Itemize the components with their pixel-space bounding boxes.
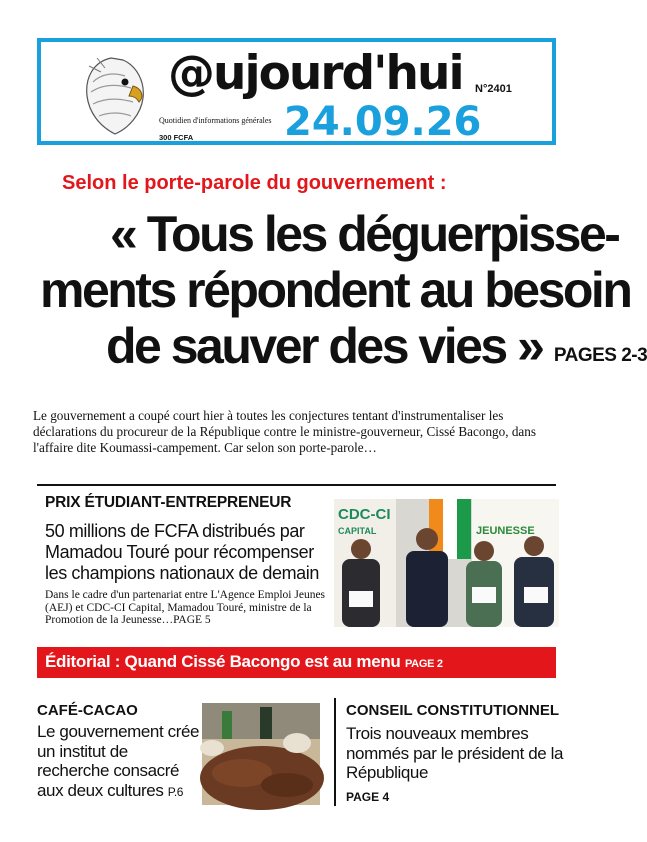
prix-photo: [334, 499, 559, 627]
cafe-headline[interactable]: [37, 722, 202, 802]
prix-headline[interactable]: 50 millions de FCFA distribués par Mamadou Touré pour récompenser les champions nationaux de demain: [45, 521, 319, 583]
masthead: [37, 38, 556, 145]
headline-line-1: « Tous les déguerpisse-: [110, 206, 619, 262]
price: 300 FCFA: [159, 133, 194, 142]
lead-kicker: Selon le porte-parole du gouvernement :: [62, 172, 447, 194]
edition-date: 24.09.26: [284, 99, 482, 145]
editorial-page: PAGE 2: [404, 658, 443, 670]
issue-number: N°2401: [475, 83, 512, 95]
section-divider: [37, 484, 556, 486]
cc-headline[interactable]: Trois nouveaux membres nommés par le président de la République: [346, 724, 564, 782]
cafe-section-title: CAFÉ-CACAO: [37, 702, 138, 719]
cocoa-photo: [202, 703, 320, 805]
lead-headline[interactable]: [40, 206, 647, 384]
cc-page: PAGE 4: [346, 790, 390, 804]
cc-section-title: CONSEIL CONSTITUTIONNEL: [346, 702, 560, 719]
prix-body: Dans le cadre d'un partenariat entre L'Agence Emploi Jeunes (AEJ) et CDC-CI Capital, Mamadou Touré, ministre de la Promotion de la Jeunesse…PAGE 5: [45, 589, 326, 626]
headline-line-3-text: de sauver des vies »: [106, 318, 543, 374]
tagline: Quotidien d'informations générales: [159, 116, 272, 125]
column-divider: [334, 698, 336, 806]
lead-pages: PAGES 2-3: [553, 345, 647, 366]
photo-banner-text: CDC-CI: [338, 506, 391, 523]
headline-line-2: ments répondent au besoin: [40, 262, 631, 318]
editorial-headline[interactable]: [45, 652, 443, 672]
lead-paragraph: Le gouvernement a coupé court hier à toutes les conjectures tentant d'instrumentaliser les déclarations du procureur de la République contre le ministre-gouverneur, Cissé Bacongo, dans l'affaire dite Koumassi-campement. Car selon son porte-parole…: [33, 408, 537, 455]
editorial-title: Quand Cissé Bacongo est au menu: [124, 652, 401, 671]
cafe-headline-text: Le gouvernement crée un institut de recherche consacré aux deux cultures: [37, 722, 200, 800]
editorial-label: Éditorial :: [45, 652, 121, 671]
headline-line-3: [106, 318, 647, 384]
photo-banner2-text: JEUNESSE: [476, 525, 535, 537]
brand-title: @ujourd'hui: [168, 46, 463, 101]
cafe-page: P.6: [167, 784, 184, 799]
eagle-logo-icon: [81, 52, 149, 137]
prix-section-title: PRIX ÉTUDIANT-ENTREPRENEUR: [45, 494, 292, 511]
photo-banner-sub: CAPITAL: [338, 526, 377, 536]
